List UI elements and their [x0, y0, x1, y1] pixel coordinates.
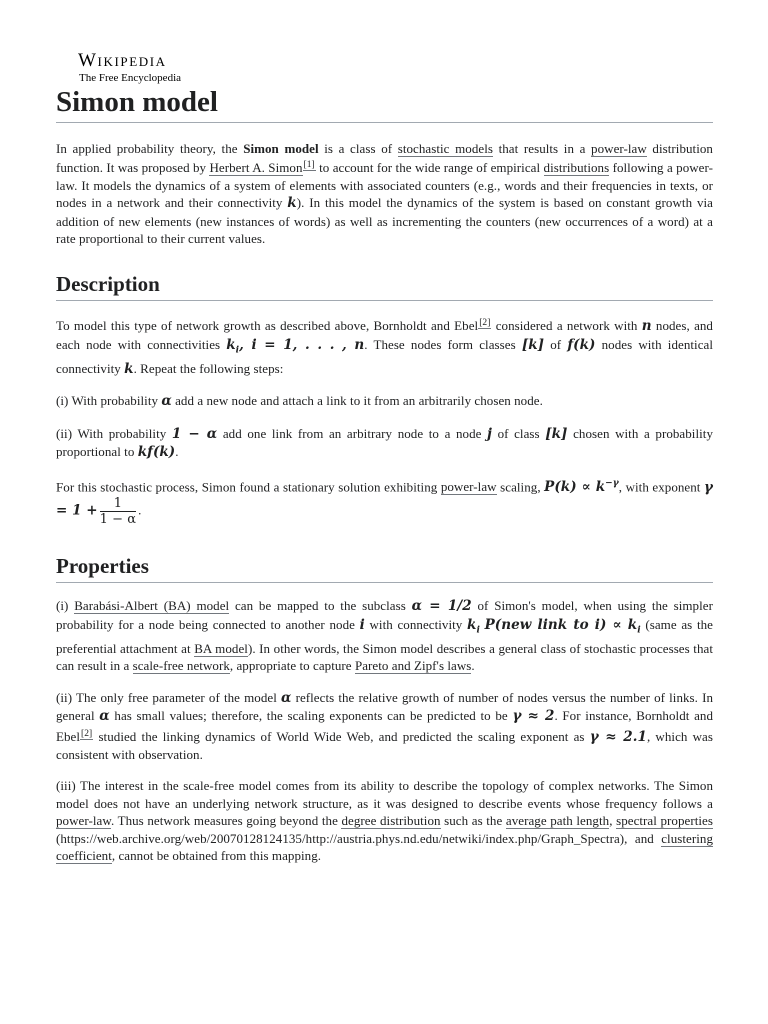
math-k: k [287, 195, 297, 212]
text-run: has small values; therefore, the scaling exponents can be predicted to be [109, 708, 513, 724]
description-paragraph-1 [56, 315, 713, 378]
link-distributions[interactable]: distributions [543, 160, 610, 176]
text-run: , cannot be obtained from this mapping. [111, 848, 322, 864]
link-clustering-coefficient[interactable]: clustering coefficient [56, 830, 713, 864]
properties-paragraph-3 [56, 777, 713, 864]
link-herbert-simon[interactable]: Herbert A. Simon [209, 160, 303, 176]
text-run: ). In other words, the Simon model describes a general class of stochastic processes that can result in a [56, 640, 713, 674]
math-p-k-proportional: $P(k) \propto k^{-\gamma}$ [544, 478, 619, 496]
text-run: studied the linking dynamics of World Wide Web, and predicted the scaling exponent as [93, 728, 590, 744]
text-run: distribution function. It was proposed by [56, 141, 713, 176]
math-gamma-approx-2: γ ≈ 2 [512, 708, 555, 725]
math-class-k: [k] [545, 425, 568, 442]
text-run: For this stochastic process, Simon found a stationary solution exhibiting [56, 479, 441, 495]
text-run: . These nodes form classes [364, 336, 522, 352]
link-power-law[interactable]: power-law [56, 813, 111, 829]
text-run: of [544, 336, 568, 352]
text-run: with connectivity [364, 616, 468, 632]
math-j: j [487, 425, 492, 442]
text-run: is a class of [318, 141, 398, 156]
link-stochastic-models[interactable]: stochastic models [397, 141, 493, 156]
text-run: , appropriate to capture [229, 658, 355, 674]
intro-paragraph [56, 140, 713, 247]
text-run: (i) With probability [56, 393, 162, 409]
text-run: (ii) With probability [56, 425, 172, 441]
text-run: In applied probability theory, the [56, 141, 244, 156]
math-gamma-approx-2-1: γ ≈ 2.1 [589, 728, 647, 745]
math-class-k: [k] [521, 336, 545, 353]
text-run: of Simon's model, when using the simpler probability for a node being connected to another node [56, 598, 713, 632]
article-body [56, 132, 713, 864]
link-degree-distribution[interactable]: degree distribution [341, 813, 441, 829]
section-heading-properties: Properties [56, 553, 713, 583]
link-spectral-properties[interactable]: spectral properties [616, 813, 713, 829]
math-k-i: $k_i$, i = 1, . . . , n [226, 336, 365, 356]
math-alpha-half: α = 1/2 [411, 598, 472, 615]
link-ba-model[interactable]: Barabási-Albert (BA) model [74, 598, 230, 614]
text-run: (i) [56, 598, 75, 614]
link-power-law[interactable]: power-law [440, 479, 497, 495]
text-run: (iii) The interest in the scale-free model comes from its ability to describe the topology of complex networks. The Simon model does not have an underlying network structure, as it was designed to describe events whose frequency follows a [56, 778, 713, 811]
text-run: . [138, 502, 142, 518]
citation-ref-2[interactable]: [2] [479, 318, 491, 329]
text-run: add a new node and attach a link to it from an arbitrarily chosen node. [171, 393, 543, 409]
link-pareto-zipf[interactable]: Pareto and Zipf's laws [354, 658, 472, 674]
wikipedia-logo[interactable] [78, 50, 181, 85]
text-run: , which was consistent with observation. [56, 728, 713, 762]
text-run: . Repeat the following steps: [133, 360, 284, 376]
math-k-i: $k_i$ [467, 616, 480, 636]
link-ba-model-short[interactable]: BA model [194, 640, 248, 656]
description-paragraph-solution [56, 476, 713, 528]
description-step-2 [56, 425, 713, 462]
text-run: , with exponent [618, 479, 705, 495]
link-scale-free-network[interactable]: scale-free network [132, 658, 230, 674]
link-power-law[interactable]: power-law [591, 141, 647, 156]
math-fraction: $\frac{1}{1 - \alpha}$ [99, 496, 137, 528]
text-run: . [471, 658, 475, 674]
text-run: of class [491, 425, 546, 441]
math-alpha: α [99, 708, 110, 725]
math-k-f-k: kf(k) [137, 444, 176, 461]
text-run: such as the [440, 813, 506, 829]
text-run: nodes with identical connectivity [56, 336, 713, 376]
math-k: k [124, 360, 134, 377]
properties-paragraph-2 [56, 689, 713, 764]
text-run: , [609, 813, 617, 829]
page-title: Simon model [56, 84, 713, 123]
text-run: . [175, 444, 179, 460]
text-run: chosen with a probability proportional to [56, 425, 713, 460]
citation-ref-1[interactable]: [1] [303, 160, 315, 171]
external-url-text: (https://web.archive.org/web/20070128124135/http://austria.phys.nd.edu/netwiki/index.php/Graph_Spectra), and [56, 830, 662, 846]
text-run: add one link from an arbitrary node to a node [217, 425, 488, 441]
math-n: n [641, 318, 652, 335]
text-run: following a power-law. It models the dynamics of a system of elements with associated counters (e.g., words and their frequencies in texts, or nodes in a network and their connectivity [56, 160, 713, 211]
text-run: reflects the relative growth of number of nodes versus the number of links. In general [56, 689, 714, 724]
text-run: ). In this model the dynamics of the system is based on constant growth via addition of new elements (new instances of words) as well as incrementing the counters (new occurrences of a word) at a rate proportional to their current values. [56, 195, 713, 247]
logo-wordmark: Wikipedia [78, 50, 167, 71]
text-run: nodes, and each node with connectivities [56, 318, 713, 352]
text-run: to account for the wide range of empirical [315, 160, 544, 176]
bold-term: Simon model [243, 141, 319, 156]
properties-paragraph-1 [56, 597, 713, 674]
text-run: (ii) The only free parameter of the model [56, 689, 281, 705]
text-run: . Thus network measures going beyond the [110, 813, 342, 829]
link-average-path-length[interactable]: average path length [505, 813, 610, 829]
logo-tagline: The Free Encyclopedia [79, 72, 182, 84]
text-run: that results in a [492, 141, 592, 156]
math-i: i [359, 616, 365, 633]
math-p-new-link: P(new link to $i) \propto k_i$ [484, 616, 641, 636]
text-run: . For instance, Bornholdt and Ebel [56, 708, 713, 744]
math-f-k: f(k) [567, 336, 596, 353]
text-run: (same as the preferential attachment at [56, 616, 713, 656]
math-gamma-formula: γ = 1 + [56, 479, 713, 519]
description-step-1 [56, 392, 713, 410]
text-run: can be mapped to the subclass [229, 598, 412, 614]
text-run: considered a network with [491, 318, 642, 334]
citation-ref-2[interactable]: [2] [81, 728, 93, 739]
math-alpha: α [161, 393, 172, 410]
math-alpha: α [281, 689, 292, 706]
text-run: To model this type of network growth as described above, Bornholdt and Ebel [56, 318, 479, 334]
section-heading-description: Description [56, 271, 713, 301]
math-one-minus-alpha: 1 − α [171, 425, 218, 442]
text-run: scaling, [496, 479, 545, 495]
